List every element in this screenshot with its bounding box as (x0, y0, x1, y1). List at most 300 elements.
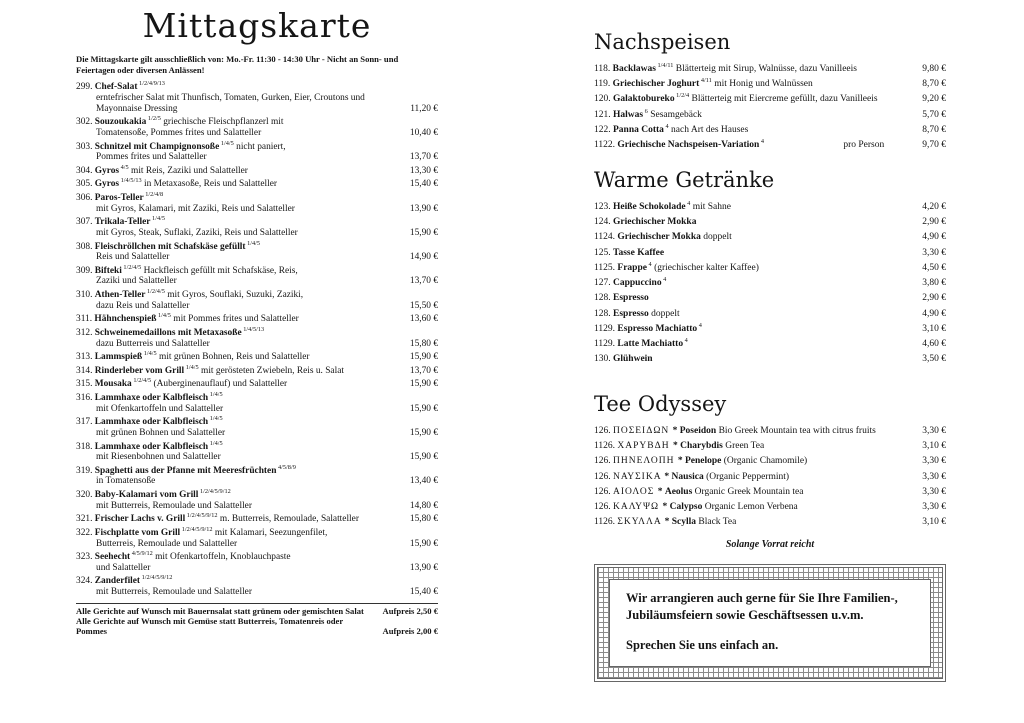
menu-footnote (76, 606, 438, 616)
allergen-codes: 1/2/4/5/9/12 (185, 512, 218, 520)
item-name: Glühwein (613, 354, 653, 365)
item-name: Heiße Schokolade (613, 201, 686, 212)
menu-item (594, 336, 946, 350)
allergen-codes: 4 (683, 336, 688, 344)
item-description: mit Riesenbohnen und Salatteller (96, 452, 221, 463)
menu-item (594, 426, 946, 437)
menu-item (594, 199, 946, 213)
item-price: 3,30 € (922, 456, 946, 467)
menu-item-text (594, 441, 914, 452)
menu-item-text (76, 190, 402, 214)
allergen-codes: 1/2/4/8 (143, 190, 164, 198)
item-description: dazu Butterreis und Salatteller (96, 338, 210, 349)
item-number: 1124. (594, 232, 618, 243)
item-price: 15,80 € (409, 338, 438, 349)
item-description: Pommes frites und Salatteller (96, 152, 207, 163)
menu-item-text (76, 314, 402, 325)
item-description: mit grünen Bohnen, Reis und Salatteller (156, 352, 310, 363)
section-heading: Nachspeisen (594, 30, 731, 54)
item-price: 2,90 € (922, 293, 946, 304)
menu-item (594, 472, 946, 483)
item-number: 128. (594, 308, 613, 319)
item-name: Frappe (617, 262, 647, 273)
item-description: mit Honig und Walnüssen (711, 79, 813, 90)
item-name: Seehecht (94, 552, 131, 563)
item-name: Mousaka (94, 379, 132, 390)
menu-item (76, 552, 438, 573)
item-description: mit Kalamari, Seezungenfilet, (212, 527, 328, 538)
item-name: Lammhaxe oder Kalbfleisch (94, 393, 209, 404)
item-number: 121. (594, 109, 613, 120)
item-description: Blätterteig mit Sirup, Walnüsse, dazu Vanilleeis (673, 64, 857, 74)
item-name: Espresso (613, 293, 649, 304)
item-price: 4,20 € (922, 201, 946, 212)
item-number: 119. (594, 79, 613, 90)
item-price: 15,90 € (409, 227, 438, 238)
item-description: dazu Reis und Salatteller (96, 300, 190, 311)
item-name: Gyros (94, 179, 120, 190)
menu-item (76, 314, 438, 325)
menu-item-text (594, 487, 914, 498)
menu-item-text (76, 439, 402, 463)
menu-item-text (594, 248, 914, 259)
item-name: Zanderfilet (94, 576, 141, 587)
menu-item (76, 417, 438, 438)
section-heading: Warme Getränke (594, 167, 775, 192)
item-name: Frischer Lachs v. Grill (94, 514, 186, 525)
item-price: 9,80 € (922, 64, 946, 74)
item-greek-name: ΣΚΥΛΛΑ (617, 517, 665, 528)
item-name: * Scylla (664, 517, 696, 528)
menu-section (594, 168, 946, 365)
allergen-codes: 1/2/4/5/9/12 (180, 525, 213, 533)
item-description: Tomatensoße, Pommes frites und Salatteller (96, 127, 262, 138)
menu-item-text (76, 390, 402, 414)
item-description: (Organic Chamomile) (721, 456, 808, 467)
item-price: 3,30 € (922, 502, 946, 513)
menu-item-text (594, 199, 914, 213)
menu-footnote (76, 616, 438, 637)
menu-item (594, 61, 946, 75)
item-number: 127. (594, 278, 613, 289)
item-description: mit Gyros, Kalamari, mit Zaziki, Reis und Salatteller (96, 203, 295, 214)
allergen-codes: 4/11 (699, 77, 712, 85)
item-description: Sesamgebäck (647, 109, 702, 120)
menu-item (594, 260, 946, 274)
item-description: Bio Greek Mountain tea with citrus fruits (716, 425, 876, 436)
event-text-line2: Sprechen Sie uns einfach an. (626, 637, 779, 652)
item-price: 4,90 € (922, 232, 946, 243)
right-column (594, 30, 946, 682)
item-description: mit Butterreis, Remoulade und Salatteller (96, 500, 252, 511)
item-price: 3,30 € (922, 486, 946, 497)
item-greek-name: ΠΟΣΕΙΔΩΝ (613, 425, 673, 436)
item-description: m. Butterreis, Remoulade, Salatteller (217, 514, 359, 525)
menu-item-text (76, 82, 402, 114)
allergen-codes: 1/2/4 (674, 92, 690, 100)
item-price: 4,50 € (922, 262, 946, 273)
item-note: pro Person (843, 140, 885, 151)
item-description: mit grünen Bohnen und Salatteller (96, 427, 226, 438)
allergen-codes: 1/4/11 (655, 61, 674, 69)
item-name: Gyros (94, 165, 120, 176)
meander-border (597, 567, 943, 679)
item-name: Griechischer Joghurt (612, 79, 700, 90)
item-number: 312. (76, 327, 95, 338)
item-number: 303. (76, 141, 95, 152)
menu-item (76, 390, 438, 414)
menu-item-text (76, 576, 402, 597)
menu-item-text (594, 140, 843, 151)
menu-item (76, 514, 438, 525)
menu-item (594, 321, 946, 335)
item-number: 309. (76, 265, 95, 276)
menu-item-text (76, 379, 402, 390)
item-description: griechische Fleischpflanzerl mit (160, 117, 284, 128)
item-number: 120. (594, 94, 613, 105)
item-description: (Auberginenauflauf) und Salatteller (151, 379, 288, 390)
allergen-codes: 6 (643, 107, 648, 115)
lunch-items-list (76, 82, 438, 597)
item-price: 15,90 € (409, 352, 438, 363)
item-number: 299. (76, 82, 95, 93)
allergen-codes: 1/2/4/5/9/12 (198, 487, 231, 495)
menu-item (594, 502, 946, 513)
allergen-codes: 4/5/8/9 (276, 463, 296, 471)
menu-section (594, 392, 946, 528)
item-description: in Metaxasoße, Reis und Salatteller (141, 179, 278, 190)
menu-item-text (594, 232, 914, 243)
item-number: 1126. (594, 517, 618, 528)
menu-item (76, 239, 438, 263)
item-price: 11,20 € (410, 103, 438, 114)
item-price: 3,10 € (922, 517, 946, 528)
item-price: 3,50 € (922, 354, 946, 365)
menu-item-text (76, 363, 402, 377)
menu-item (76, 163, 438, 177)
menu-item (594, 517, 946, 528)
item-price: 3,80 € (922, 278, 946, 289)
item-number: 126. (594, 471, 613, 482)
item-description: mit gerösteten Zwiebeln, Reis u. Salat (198, 365, 344, 376)
allergen-codes: 4 (661, 275, 667, 283)
item-description: mit Sahne (690, 201, 731, 212)
item-name: Halwas (613, 109, 644, 120)
item-price: 15,50 € (409, 300, 438, 311)
item-description: und Salatteller (96, 562, 151, 573)
item-description: Green Tea (722, 441, 765, 452)
menu-item-text (594, 79, 914, 90)
menu-item-text (76, 139, 402, 163)
item-price: 13,70 € (409, 365, 438, 376)
menu-item (594, 248, 946, 259)
item-price: 15,40 € (409, 179, 438, 190)
item-number: 1122. (594, 140, 618, 151)
item-price: 15,90 € (409, 427, 438, 438)
item-number: 123. (594, 201, 613, 212)
menu-item (76, 487, 438, 511)
menu-item (594, 107, 946, 121)
item-number: 310. (76, 290, 95, 301)
menu-item (594, 354, 946, 365)
allergen-codes: 4 (759, 138, 765, 146)
footnotes (76, 603, 438, 637)
menu-item-text (76, 514, 402, 525)
menu-item (594, 232, 946, 243)
item-description: nicht paniert, (233, 141, 286, 152)
item-name: Hähnchenspieß (94, 314, 157, 325)
item-name: Griechischer Mokka (613, 217, 697, 228)
item-description: mit Pommes frites und Salatteller (170, 314, 299, 325)
item-price: 4,90 € (922, 308, 946, 319)
item-name: Griechische Nachspeisen-Variation (617, 140, 760, 151)
menu-item-text (594, 94, 914, 105)
menu-item (594, 456, 946, 467)
item-name: Fischplatte vom Grill (94, 527, 181, 538)
menu-item (76, 190, 438, 214)
item-greek-name: ΧΑΡΥΒΔΗ (617, 441, 673, 452)
item-name: Lammspieß (94, 352, 143, 363)
item-number: 126. (594, 486, 613, 497)
allergen-codes: 1/4/5/13 (119, 177, 142, 185)
item-price: 13,70 € (409, 276, 438, 287)
lunch-menu-column (76, 6, 438, 637)
item-greek-name: ΚΑΛΥΨΩ (613, 502, 663, 513)
allergen-codes: 1/4/5 (142, 350, 157, 358)
item-description: Hackfleisch gefüllt mit Schafskäse, Reis, (141, 265, 298, 276)
menu-item-text (76, 417, 402, 438)
item-description: mit Reis, Zaziki und Salatteller (128, 165, 248, 176)
item-name: * Nausica (664, 471, 704, 482)
menu-item (76, 217, 438, 238)
item-greek-name: ΠΗΝΕΛΟΠΗ (613, 456, 678, 467)
allergen-codes: 4 (663, 122, 669, 130)
item-name: Chef-Salat (94, 82, 138, 93)
item-description: (Organic Peppermint) (703, 471, 790, 482)
item-number: 118. (594, 64, 613, 74)
item-number: 302. (76, 117, 95, 128)
menu-item-text (76, 325, 402, 349)
item-number: 130. (594, 354, 613, 365)
menu-item (76, 352, 438, 363)
menu-item-text (76, 352, 402, 363)
menu-item (594, 275, 946, 289)
item-number: 317. (76, 417, 95, 428)
allergen-codes: 1/4/5 (150, 215, 166, 223)
item-number: 1125. (594, 262, 618, 273)
footnote-price: Aufpreis 2,50 € (382, 605, 438, 616)
item-number: 307. (76, 217, 95, 228)
item-price: 5,70 € (922, 109, 946, 120)
menu-item-text (594, 426, 914, 437)
footnote-text: Alle Gerichte auf Wunsch mit Bauernsalat statt grünem oder gemischten Salat (76, 605, 364, 616)
menu-item (76, 263, 438, 287)
menu-item (594, 217, 946, 228)
item-number: 308. (76, 241, 95, 252)
menu-item-text (76, 179, 402, 190)
item-number: 306. (76, 193, 95, 204)
item-price: 3,30 € (922, 471, 946, 482)
item-price: 13,40 € (409, 476, 438, 487)
menu-item (76, 463, 438, 487)
allergen-codes: 1/4/5 (245, 239, 261, 247)
item-name: Schnitzel mit Champignonsoße (94, 141, 220, 152)
item-number: 313. (76, 352, 95, 363)
item-name: * Poseidon (672, 425, 717, 436)
item-name: Lammhaxe oder Kalbfleisch (94, 441, 209, 452)
item-number: 311. (76, 314, 95, 325)
allergen-codes: 1/4/5 (219, 139, 234, 147)
menu-item (76, 179, 438, 190)
item-number: 128. (594, 293, 613, 304)
menu-item (594, 122, 946, 136)
item-price: 15,90 € (409, 403, 438, 414)
item-price: 13,70 € (409, 152, 438, 163)
item-description: (griechischer kalter Kaffee) (651, 262, 759, 273)
item-price: 13,30 € (409, 165, 438, 176)
item-price: 4,60 € (922, 339, 946, 350)
menu-item-text (594, 354, 914, 365)
item-name: Fleischröllchen mit Schafskäse gefüllt (94, 241, 246, 252)
menu-item (76, 576, 438, 597)
menu-item-text (76, 525, 402, 549)
event-box-inner (609, 579, 931, 667)
right-sections (594, 30, 946, 528)
item-price: 15,90 € (409, 538, 438, 549)
item-description: Black Tea (696, 517, 737, 528)
item-price: 3,30 € (922, 247, 946, 258)
menu-item-text (76, 217, 402, 238)
item-price: 14,90 € (409, 252, 438, 263)
item-number: 324. (76, 576, 95, 587)
menu-item-text (594, 321, 914, 335)
item-name: Rinderleber vom Grill (94, 365, 185, 376)
item-description: doppelt (648, 308, 680, 319)
event-box (594, 564, 946, 682)
item-greek-name: ΝΑΥΣΙΚΑ (613, 471, 665, 482)
section-heading: Tee Odyssey (594, 391, 727, 416)
item-number: 124. (594, 217, 613, 228)
menu-item-text (76, 287, 402, 311)
item-name: Griechischer Mokka (617, 232, 701, 243)
item-name: Lammhaxe oder Kalbfleisch (94, 417, 209, 428)
item-number: 1126. (594, 441, 618, 452)
item-name: Souzoukakia (94, 117, 147, 128)
item-name: Bifteki (94, 265, 122, 276)
allergen-codes: 1/2/4/9/13 (137, 80, 165, 88)
item-number: 323. (76, 552, 95, 563)
item-name: Schweinemedaillons mit Metaxasoße (94, 327, 242, 338)
allergen-codes: 4/5 (119, 163, 129, 171)
item-price: 8,70 € (922, 79, 946, 90)
menu-item-text (594, 107, 914, 121)
menu-item-text (594, 61, 914, 75)
item-number: 126. (594, 456, 613, 467)
menu-item (76, 363, 438, 377)
menu-item (76, 379, 438, 390)
item-number: 316. (76, 393, 95, 404)
footnote-text: Alle Gerichte auf Wunsch mit Gemüse statt Butterreis, Tomatenreis oder Pommes (76, 616, 344, 637)
item-price: 9,70 € (922, 140, 946, 151)
item-price: 15,80 € (409, 514, 438, 525)
item-number: 126. (594, 425, 613, 436)
menu-item (594, 309, 946, 320)
menu-item-text (76, 117, 402, 138)
item-description: doppelt (700, 232, 732, 243)
item-name: Espresso (613, 308, 649, 319)
menu-item (76, 287, 438, 311)
menu-item-text (594, 517, 914, 528)
item-description: Blätterteig mit Eiercreme gefüllt, dazu Vanilleeis (689, 94, 878, 105)
item-description: Zaziki und Salatteller (96, 276, 177, 287)
menu-item (594, 140, 946, 151)
item-name: Panna Cotta (613, 124, 664, 135)
item-description: Butterreis, Remoulade und Salatteller (96, 538, 238, 549)
item-price: 13,90 € (409, 562, 438, 573)
item-price: 14,80 € (409, 500, 438, 511)
item-number: 1129. (594, 323, 618, 334)
item-price: 15,40 € (409, 587, 438, 598)
item-description: nach Art des Hauses (668, 124, 749, 135)
item-description: Reis und Salatteller (96, 252, 170, 263)
item-number: 322. (76, 527, 95, 538)
menu-item (76, 439, 438, 463)
item-name: Tasse Kaffee (613, 247, 665, 258)
item-name: Athen-Teller (94, 290, 146, 301)
allergen-codes: 1/2/4/5/9/12 (140, 574, 173, 582)
item-name: Paros-Teller (94, 193, 144, 204)
menu-item (594, 441, 946, 452)
item-description: mit Ofenkartoffeln, Knoblauchpaste (152, 552, 291, 563)
menu-item (594, 94, 946, 105)
menu-item-text (76, 239, 402, 263)
item-name: * Aeolus (657, 486, 693, 497)
menu-item-text (594, 122, 914, 136)
item-price: 3,10 € (922, 441, 946, 452)
menu-item-text (594, 293, 914, 304)
allergen-codes: 1/2/4/5 (121, 263, 142, 271)
menu-item (76, 82, 438, 114)
item-price: 3,10 € (922, 323, 946, 334)
menu-item (76, 117, 438, 138)
allergen-codes: 1/2/5 (146, 115, 161, 123)
menu-item-text (594, 456, 914, 467)
allergen-codes: 1/4/5 (208, 439, 223, 447)
menu-item-text (594, 502, 914, 513)
item-price: 10,40 € (409, 127, 438, 138)
item-name: Latte Machiatto (617, 339, 684, 350)
item-greek-name: ΑΙΟΛΟΣ (613, 486, 658, 497)
menu-item-text (76, 163, 402, 177)
allergen-codes: 1/4/5 (184, 363, 199, 371)
item-name: * Penelope (677, 456, 722, 467)
item-price: 8,70 € (922, 124, 946, 135)
item-number: 319. (76, 465, 95, 476)
item-number: 320. (76, 490, 95, 501)
item-number: 318. (76, 441, 95, 452)
allergen-codes: 4 (646, 260, 652, 268)
item-price: 15,90 € (409, 452, 438, 463)
item-description: mit Gyros, Steak, Suflaki, Zaziki, Reis und Salatteller (96, 227, 298, 238)
item-name: Cappuccino (613, 278, 662, 289)
menu-item (594, 487, 946, 498)
item-name: Espresso Machiatto (617, 323, 698, 334)
allergen-codes: 4 (685, 199, 691, 207)
allergen-codes: 4/5/9/12 (130, 550, 153, 558)
allergen-codes: 1/4/5 (156, 312, 171, 320)
item-name: Baby-Kalamari vom Grill (94, 490, 199, 501)
item-description: erntefrischer Salat mit Thunfisch, Tomaten, Gurken, Eier, Croutons und Mayonnaise Dressing (96, 93, 365, 114)
